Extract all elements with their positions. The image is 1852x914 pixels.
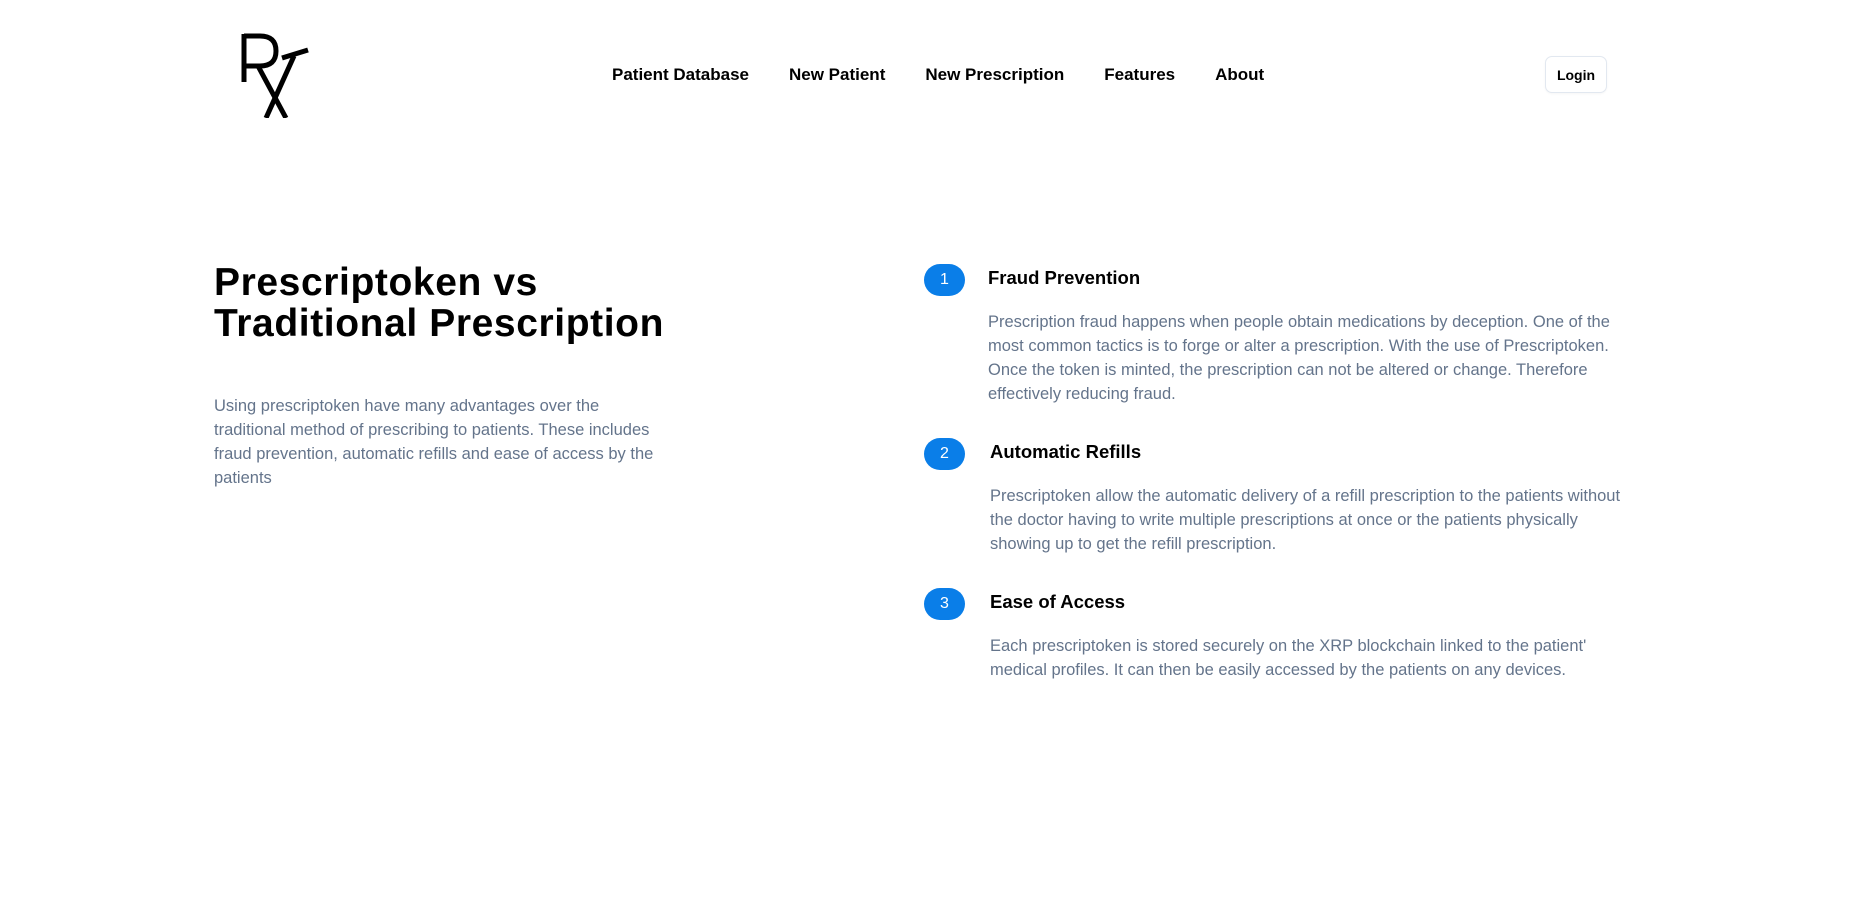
intro-description: Using prescriptoken have many advantages over the traditional method of prescribing to patients. These includes fraud prevention, automatic refills and ease of access by the patients — [214, 397, 654, 487]
feature-description: Prescription fraud happens when people obtain medications by deception. One of the most common tactics is to forge or alter a prescription. With the use of Prescriptoken. Once the token is minted, the prescription can not be altered or change. Therefore effectively reducing fraud. — [988, 313, 1610, 403]
page-title-line-2: Traditional Prescription — [214, 302, 664, 345]
nav-patient-database[interactable]: Patient Database — [612, 65, 749, 84]
feature-title: Automatic Refills — [990, 441, 1142, 462]
main-nav — [612, 62, 1304, 88]
nav-new-prescription[interactable]: New Prescription — [925, 65, 1065, 84]
feature-title: Fraud Prevention — [988, 267, 1141, 288]
feature-number-badge: 2 — [924, 438, 965, 470]
intro-section — [214, 262, 674, 490]
nav-about[interactable]: About — [1215, 65, 1265, 84]
login-button[interactable]: Login — [1545, 56, 1607, 93]
feature-title: Ease of Access — [990, 591, 1126, 612]
feature-number-badge: 1 — [924, 264, 965, 296]
feature-number-badge: 3 — [924, 588, 965, 620]
page-title-line-1: Prescriptoken vs — [214, 261, 538, 304]
feature-description: Prescriptoken allow the automatic delivery of a refill prescription to the patients without the doctor having to write multiple prescriptions at once or the patients physically showing up to get the refill prescription. — [990, 487, 1621, 553]
nav-new-patient[interactable]: New Patient — [789, 65, 886, 84]
site-header — [0, 0, 1852, 150]
rx-logo-icon[interactable] — [238, 30, 310, 118]
page-title — [214, 262, 674, 344]
feature-description: Each prescriptoken is stored securely on the XRP blockchain linked to the patient' medical profiles. It can then be easily accessed by the patients on any devices. — [990, 637, 1587, 679]
nav-features[interactable]: Features — [1104, 65, 1176, 84]
